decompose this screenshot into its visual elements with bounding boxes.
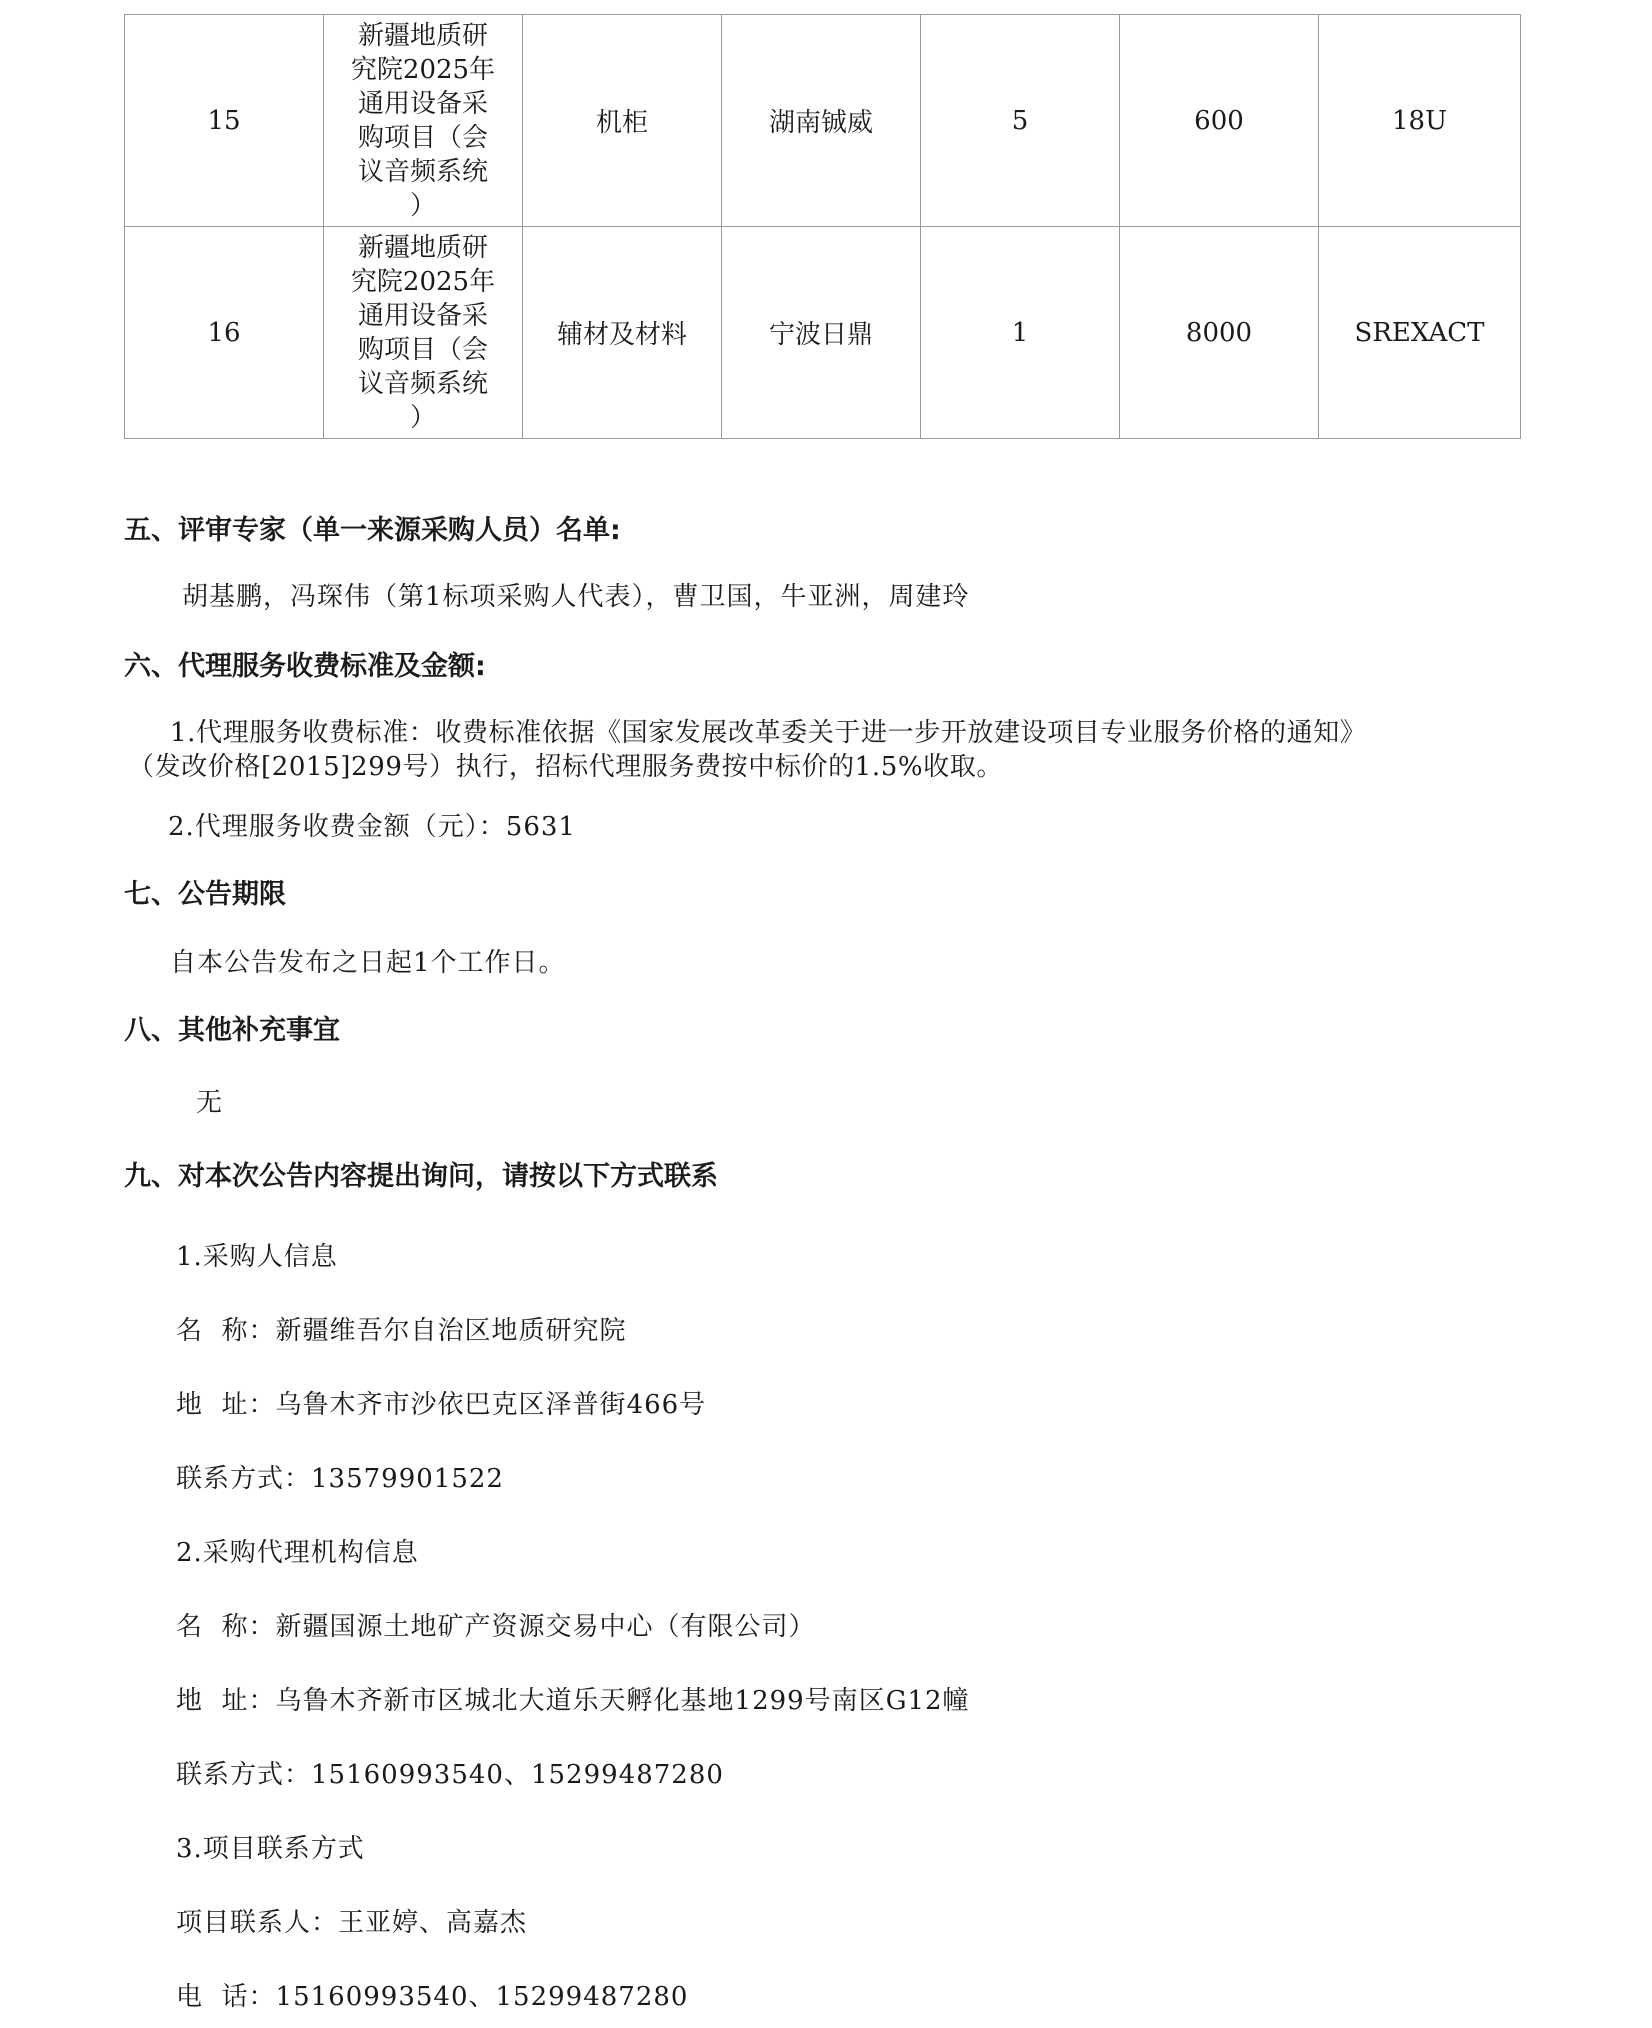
section-7-heading: 七、公告期限 bbox=[124, 879, 286, 910]
item-name: 机柜 bbox=[523, 15, 722, 227]
project-name-line: 通用设备采 bbox=[357, 300, 488, 331]
fee-standard-line-1: 1.代理服务收费标准：收费标准依据《国家发展改革委关于进一步开放建设项目专业服务价格的通知》 bbox=[170, 718, 1367, 748]
project-name-cell bbox=[324, 227, 523, 439]
purchaser-name: 名 称：新疆维吾尔自治区地质研究院 bbox=[176, 1316, 627, 1346]
model: SREXACT bbox=[1319, 227, 1521, 439]
fee-amount: 2.代理服务收费金额（元）：5631 bbox=[168, 812, 576, 842]
agency-name: 名 称：新疆国源土地矿产资源交易中心（有限公司） bbox=[176, 1612, 816, 1642]
table-row bbox=[125, 15, 1521, 227]
expert-list: 胡基鹏，冯琛伟（第1标项采购人代表），曹卫国，牛亚洲，周建玲 bbox=[182, 582, 970, 612]
purchaser-title: 1.采购人信息 bbox=[176, 1242, 338, 1272]
project-name-line: ） bbox=[409, 402, 436, 433]
purchaser-contact: 联系方式：13579901522 bbox=[176, 1464, 504, 1494]
project-name-line: 议音频系统 bbox=[357, 368, 488, 399]
model: 18U bbox=[1319, 15, 1521, 227]
row-number: 16 bbox=[125, 227, 324, 439]
project-name-line: 新疆地质研 bbox=[357, 20, 488, 51]
project-phone: 电 话：15160993540、15299487280 bbox=[176, 1982, 689, 2012]
table-row bbox=[125, 227, 1521, 439]
project-name-line: ） bbox=[409, 190, 436, 221]
section-6-heading: 六、代理服务收费标准及金额: bbox=[124, 651, 486, 682]
project-name-line: 购项目（会 bbox=[357, 122, 488, 153]
project-contact-title: 3.项目联系方式 bbox=[176, 1834, 365, 1864]
project-name-cell bbox=[324, 15, 523, 227]
purchaser-address: 地 址：乌鲁木齐市沙依巴克区泽普街466号 bbox=[176, 1390, 707, 1420]
unit-price: 600 bbox=[1120, 15, 1319, 227]
notice-period: 自本公告发布之日起1个工作日。 bbox=[170, 948, 566, 978]
project-name-line: 通用设备采 bbox=[357, 88, 488, 119]
fee-standard-line-2: （发改价格[2015]299号）执行，招标代理服务费按中标价的1.5%收取。 bbox=[128, 752, 1003, 782]
row-number: 15 bbox=[125, 15, 324, 227]
quantity: 1 bbox=[921, 227, 1120, 439]
section-9-heading: 九、对本次公告内容提出询问，请按以下方式联系 bbox=[124, 1161, 718, 1192]
supplementary-text: 无 bbox=[196, 1088, 224, 1118]
item-name: 辅材及材料 bbox=[523, 227, 722, 439]
agency-address: 地 址：乌鲁木齐新市区城北大道乐天孵化基地1299号南区G12幢 bbox=[176, 1686, 970, 1716]
project-name-line: 究院2025年 bbox=[350, 266, 496, 297]
unit-price: 8000 bbox=[1120, 227, 1319, 439]
project-contact-person: 项目联系人：王亚婷、高嘉杰 bbox=[176, 1908, 528, 1938]
section-8-heading: 八、其他补充事宜 bbox=[124, 1015, 340, 1046]
project-name-line: 购项目（会 bbox=[357, 334, 488, 365]
project-name-line: 新疆地质研 bbox=[357, 232, 488, 263]
brand: 湖南铖威 bbox=[722, 15, 921, 227]
items-table bbox=[124, 14, 1521, 439]
agency-contact: 联系方式：15160993540、15299487280 bbox=[176, 1760, 724, 1790]
agency-title: 2.采购代理机构信息 bbox=[176, 1538, 419, 1568]
project-name-line: 议音频系统 bbox=[357, 156, 488, 187]
project-name-line: 究院2025年 bbox=[350, 54, 496, 85]
section-5-heading: 五、评审专家（单一来源采购人员）名单: bbox=[124, 515, 621, 546]
quantity: 5 bbox=[921, 15, 1120, 227]
brand: 宁波日鼎 bbox=[722, 227, 921, 439]
